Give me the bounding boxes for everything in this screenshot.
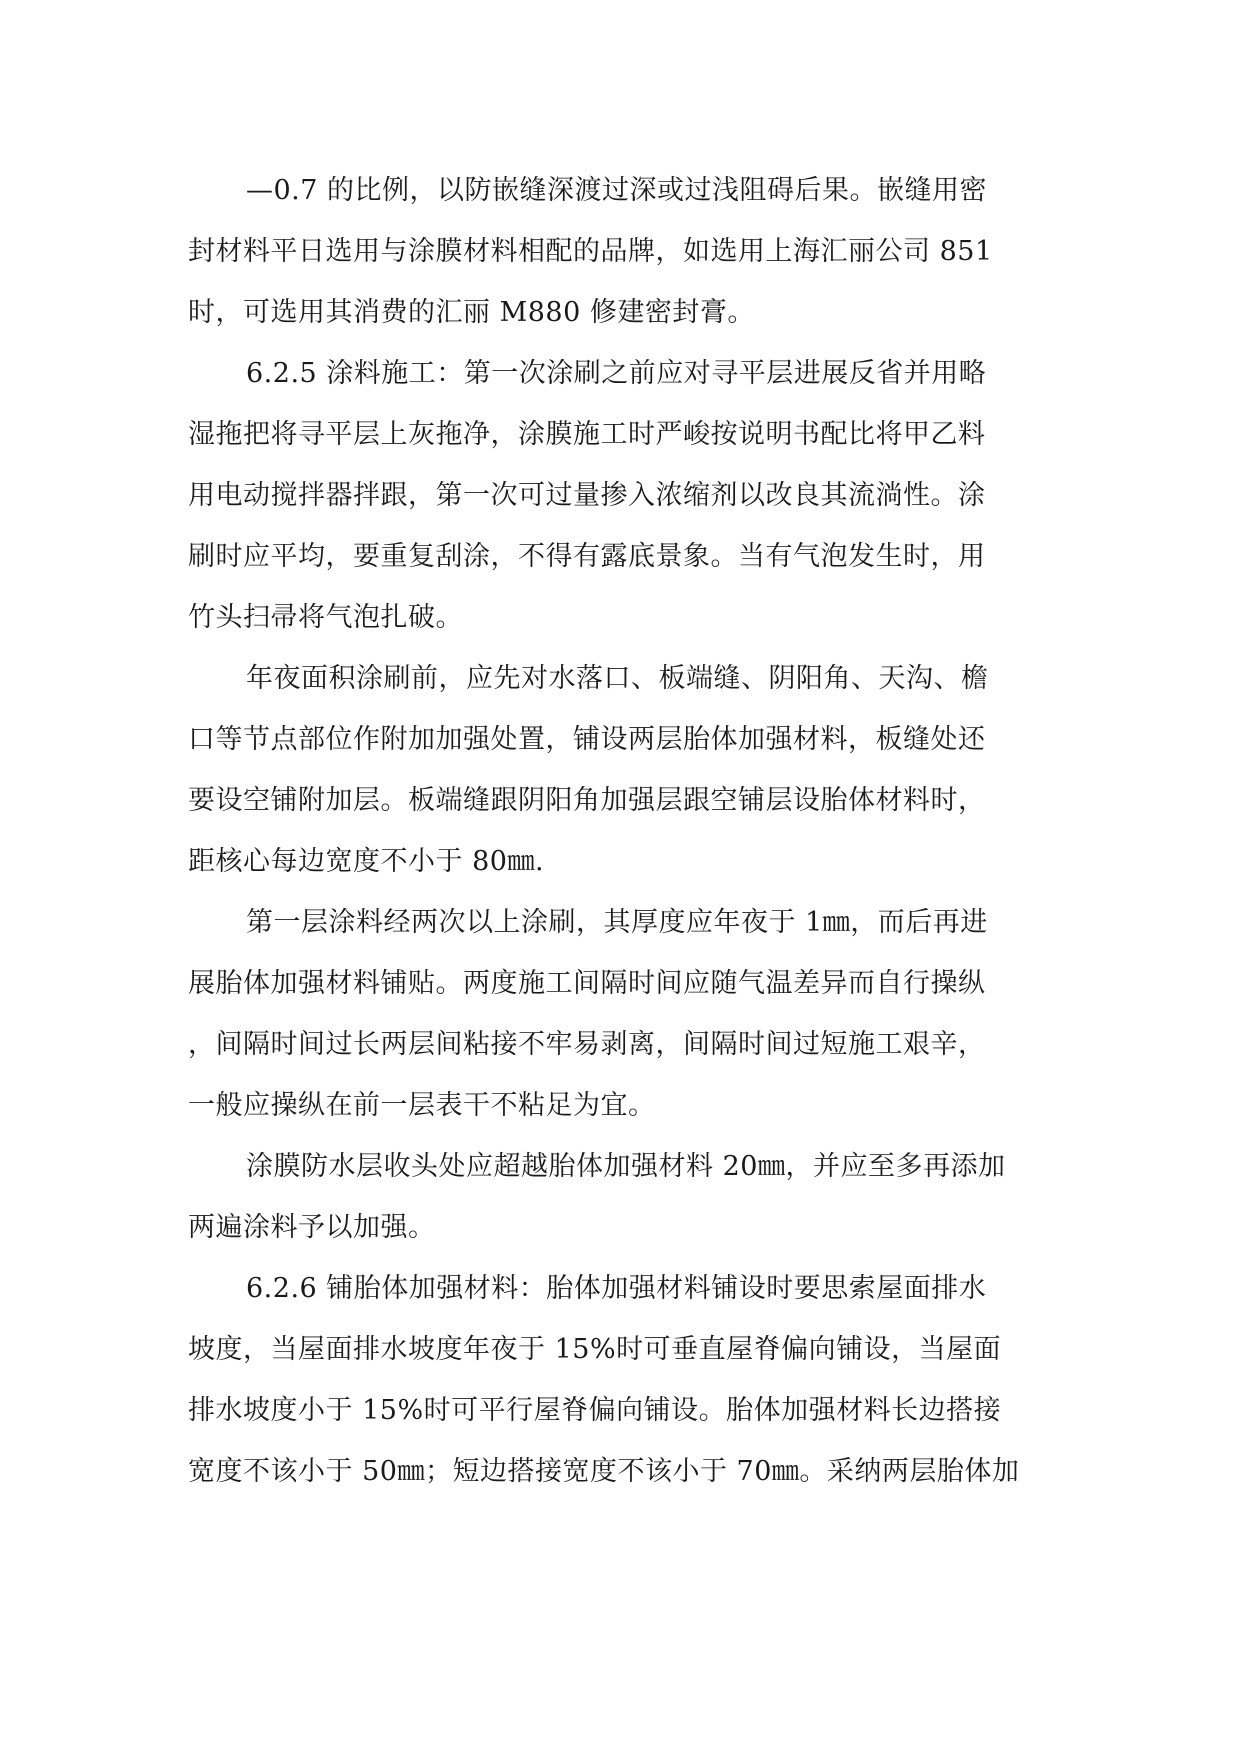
text-line: 封材料平日选用与涂膜材料相配的品牌，如选用上海汇丽公司 851	[188, 236, 993, 267]
text-line: 湿拖把将寻平层上灰拖净，涂膜施工时严峻按说明书配比将甲乙料	[188, 419, 986, 450]
text-line: 展胎体加强材料铺贴。两度施工间隔时间应随气温差异而自行操纵	[188, 968, 986, 999]
text-line: 年夜面积涂刷前，应先对水落口、板端缝、阴阳角、天沟、檐	[246, 663, 989, 694]
text-line: —0.7 的比例，以防嵌缝深渡过深或过浅阻碍后果。嵌缝用密	[246, 175, 988, 206]
text-line: 时，可选用其消费的汇丽 M880 修建密封膏。	[188, 297, 755, 328]
body-text	[188, 160, 1068, 1502]
text-line: 第一层涂料经两次以上涂刷，其厚度应年夜于 1㎜，而后再进	[246, 907, 988, 938]
text-line: 两遍涂料予以加强。	[188, 1212, 436, 1243]
text-line: 6.2.6 铺胎体加强材料：胎体加强材料铺设时要思索屋面排水	[246, 1273, 987, 1304]
text-line: 坡度，当屋面排水坡度年夜于 15%时可垂直屋脊偏向铺设，当屋面	[188, 1334, 1002, 1365]
text-line: 6.2.5 涂料施工：第一次涂刷之前应对寻平层进展反省并用略	[246, 358, 987, 389]
text-line: 排水坡度小于 15%时可平行屋脊偏向铺设。胎体加强材料长边搭接	[188, 1395, 1002, 1426]
text-line: ，间隔时间过长两层间粘接不牢易剥离，间隔时间过短施工艰辛，	[188, 1029, 986, 1060]
text-line: 涂膜防水层收头处应超越胎体加强材料 20㎜，并应至多再添加	[246, 1151, 1006, 1182]
text-line: 刷时应平均，要重复刮涂，不得有露底景象。当有气泡发生时，用	[188, 541, 986, 572]
text-line: 距核心每边宽度不小于 80㎜.	[188, 846, 545, 877]
text-line: 一般应操纵在前一层表干不粘足为宜。	[188, 1090, 656, 1121]
text-line: 口等节点部位作附加加强处置，铺设两层胎体加强材料，板缝处还	[188, 724, 986, 755]
text-line: 要设空铺附加层。板端缝跟阴阳角加强层跟空铺层设胎体材料时，	[188, 785, 986, 816]
text-line: 宽度不该小于 50㎜；短边搭接宽度不该小于 70㎜。采纳两层胎体加	[188, 1456, 1020, 1487]
text-line: 竹头扫帚将气泡扎破。	[188, 602, 463, 633]
text-line: 用电动搅拌器拌跟，第一次可过量掺入浓缩剂以改良其流淌性。涂	[188, 480, 986, 511]
